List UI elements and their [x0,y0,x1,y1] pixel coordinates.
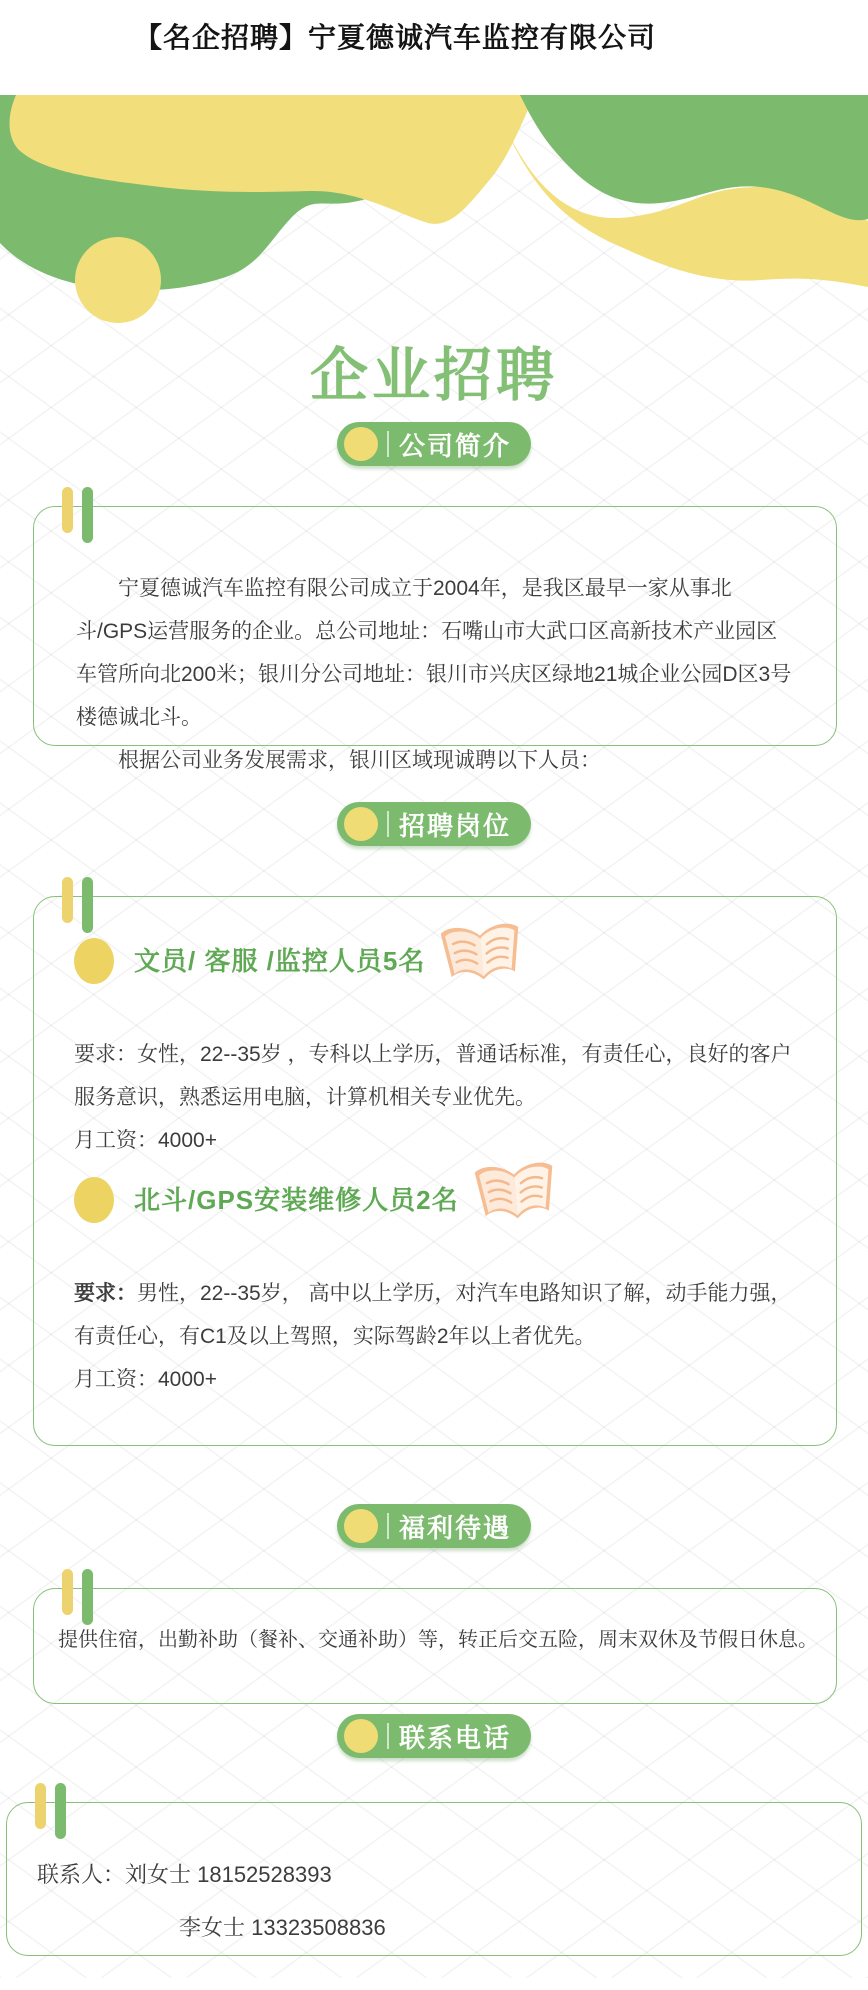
welfare-text: 提供住宿，出勤补助（餐补、交通补助）等，转正后交五险，周末双休及节假日休息。 [58,1629,818,1651]
hero-title: 企业招聘 [309,343,558,408]
yellow-bullet-icon [74,938,114,984]
badge-dot-icon [344,427,378,461]
job-requirements: 要求：女性，22--35岁 ，专科以上学历，普通话标准，有责任心，良好的客户服务意识，熟悉运用电脑，计算机相关专业优先。 [74,1043,792,1109]
section-badge-company-intro [337,422,531,466]
contact-line-1: 联系人：刘女士 18152528393 [37,1862,332,1887]
requirements-label: 要求： [74,1282,137,1305]
job-title: 文员/ 客服 /监控人员5名 [134,945,426,976]
section-badge-contact [337,1714,531,1758]
badge-label: 公司简介 [398,430,511,461]
intro-paragraph-2: 根据公司业务发展需求，银川区域现诚聘以下人员： [118,749,601,772]
job-wage: 月工资：4000+ [74,1368,217,1391]
badge-divider [387,431,389,457]
open-book-icon [469,1156,561,1239]
yellow-bullet-icon [74,1177,114,1223]
badge-label: 招聘岗位 [398,810,511,841]
job-wage: 月工资：4000+ [74,1129,217,1152]
yellow-circle [75,237,161,323]
open-book-icon [436,917,528,1000]
badge-divider [387,1723,389,1749]
page-title: 【名企招聘】宁夏德诚汽车监控有限公司 [134,22,657,53]
badge-divider [387,1513,389,1539]
requirements-text: 男性，22--35岁， 高中以上学历，对汽车电路知识了解，动手能力强，有责任心，有C1及以上驾照，实际驾龄2年以上者优先。 [74,1282,792,1348]
job-requirements [74,1272,796,1358]
badge-dot-icon [344,1509,378,1543]
badge-label: 福利待遇 [398,1512,511,1543]
section-badge-positions [337,802,531,846]
section-badge-welfare [337,1504,531,1548]
job-row-installer [74,1178,796,1222]
welfare-card [33,1588,837,1704]
badge-dot-icon [344,807,378,841]
badge-divider [387,811,389,837]
positions-card [33,896,837,1446]
job-row-clerk [74,939,796,983]
badge-dot-icon [344,1719,378,1753]
contact-line-2: 李女士 13323508836 [179,1915,386,1940]
decorative-banner [0,95,868,330]
contact-card [6,1802,862,1956]
intro-paragraph-1: 宁夏德诚汽车监控有限公司成立于2004年，是我区最早一家从事北斗/GPS运营服务的企业。总公司地址：石嘴山市大武口区高新技术产业园区车管所向北200米；银川分公司地址：银川市兴庆区绿地21城企业公园D区3号楼德诚北斗。 [76,577,792,729]
company-intro-card [33,506,837,772]
job-title: 北斗/GPS安装维修人员2名 [134,1184,459,1215]
article-body [0,95,868,1978]
badge-label: 联系电话 [398,1722,511,1753]
